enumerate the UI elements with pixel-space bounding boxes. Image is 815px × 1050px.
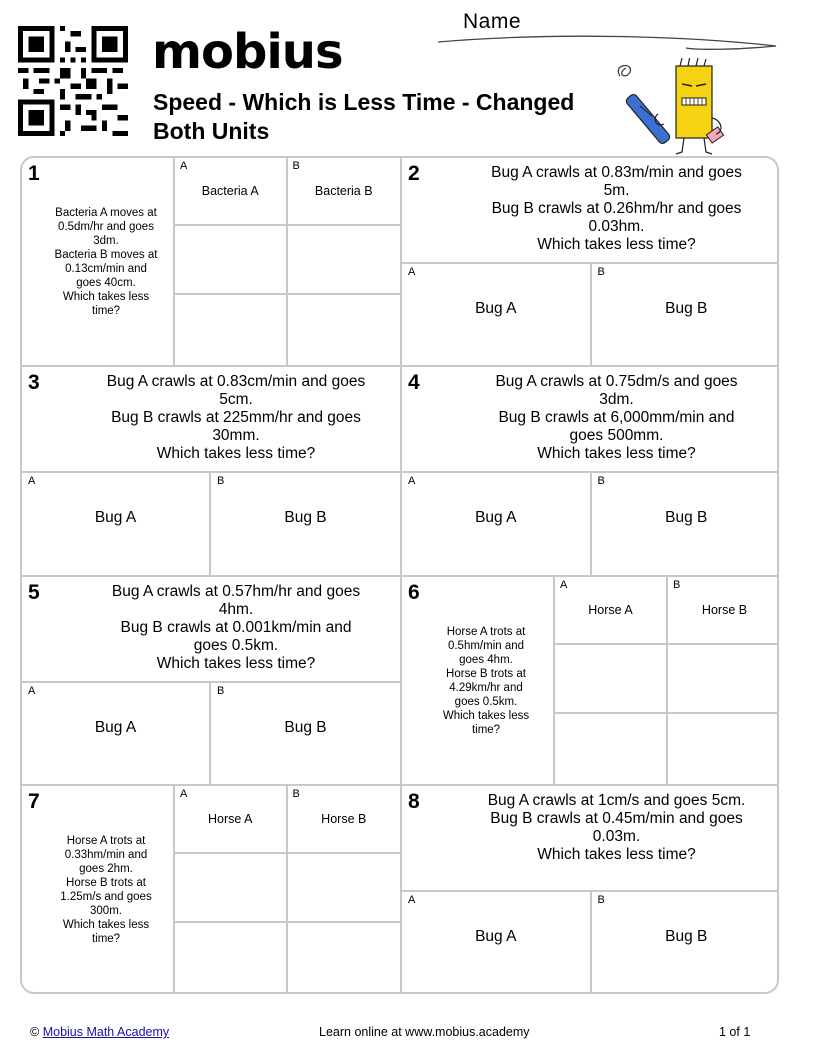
question-number: 7	[28, 790, 40, 813]
answer-option-b[interactable]	[592, 264, 780, 365]
option-tag: A	[408, 266, 416, 278]
option-tag: A	[180, 788, 188, 800]
work-box[interactable]	[555, 714, 666, 784]
option-label: Bug B	[284, 509, 327, 526]
worksheet-board	[20, 156, 779, 994]
question-text: Horse A trots at 0.5hm/min and goes 4hm. Horse B trots at 4.29km/hr and goes 0.5km. Which takes less time?	[442, 626, 530, 736]
option-label: Bug B	[665, 928, 708, 945]
option-tag: B	[597, 475, 605, 487]
option-label: Bug A	[94, 509, 137, 526]
option-tag: A	[560, 579, 568, 591]
answer-option-b[interactable]	[288, 158, 401, 226]
answer-grid	[173, 158, 400, 365]
option-label: Horse B	[321, 812, 367, 826]
option-label: Horse A	[208, 812, 253, 826]
work-box[interactable]	[555, 645, 666, 714]
work-box[interactable]	[668, 645, 779, 714]
worksheet-title: Speed - Which is Less Time - Changed Both Units	[153, 89, 575, 144]
option-tag: B	[217, 475, 225, 487]
option-label: Bacteria A	[201, 184, 259, 198]
question-1	[22, 158, 402, 367]
copyright-symbol: ©	[30, 1025, 40, 1039]
option-label: Bug A	[475, 509, 517, 526]
work-box[interactable]	[175, 226, 286, 295]
mascot-illustration	[612, 58, 742, 158]
option-tag: A	[408, 894, 416, 906]
answer-option-a[interactable]	[555, 577, 666, 645]
work-box[interactable]	[175, 854, 286, 923]
option-label: Horse A	[588, 603, 633, 617]
answer-option-a[interactable]	[22, 683, 211, 784]
option-tag: A	[28, 475, 36, 487]
answer-option-b[interactable]	[592, 892, 780, 994]
work-box[interactable]	[288, 226, 401, 295]
work-box[interactable]	[288, 295, 401, 365]
question-number: 3	[28, 371, 40, 394]
footer-copyright	[30, 1025, 169, 1039]
option-label: Horse B	[701, 603, 748, 617]
question-text: Bug A crawls at 0.83cm/min and goes 5cm. Bug B crawls at 225mm/hr and goes 30mm. Which takes less time?	[106, 373, 366, 462]
option-label: Bug B	[665, 300, 708, 317]
name-line	[436, 28, 781, 58]
answer-option-b[interactable]	[211, 683, 400, 784]
option-tag: B	[217, 685, 225, 697]
mobius-logo: mobius	[152, 24, 343, 80]
option-tag: B	[292, 160, 300, 172]
question-number: 5	[28, 581, 40, 604]
answer-option-a[interactable]	[402, 264, 592, 365]
question-number: 4	[408, 371, 420, 394]
option-tag: B	[292, 788, 300, 800]
option-tag: A	[28, 685, 36, 697]
question-8	[402, 786, 779, 994]
question-6	[402, 577, 779, 786]
option-tag: B	[597, 894, 605, 906]
work-box[interactable]	[288, 854, 401, 923]
answer-option-a[interactable]	[175, 786, 286, 854]
question-number: 2	[408, 162, 420, 185]
question-text: Bug A crawls at 0.57hm/hr and goes 4hm. Bug B crawls at 0.001km/min and goes 0.5km. Which takes less time?	[111, 583, 361, 672]
question-text: Bug A crawls at 1cm/s and goes 5cm. Bug B crawls at 0.45m/min and goes 0.03m. Which takes less time?	[487, 792, 746, 863]
question-7	[22, 786, 402, 994]
question-2	[402, 158, 779, 367]
answer-grid	[173, 786, 400, 994]
question-number: 1	[28, 162, 40, 185]
work-box[interactable]	[288, 923, 401, 994]
answer-option-a[interactable]	[402, 892, 592, 994]
option-tag: B	[597, 266, 605, 278]
option-label: Bug A	[94, 719, 137, 736]
question-text: Bacteria A moves at 0.5dm/hr and goes 3dm. Bacteria B moves at 0.13cm/min and goes 40cm. Which takes less time?	[54, 207, 158, 317]
answer-option-b[interactable]	[592, 473, 780, 575]
question-4	[402, 367, 779, 577]
answer-grid	[553, 577, 779, 784]
question-5	[22, 577, 402, 786]
qr-code	[18, 26, 128, 136]
answer-option-a[interactable]	[175, 158, 286, 226]
question-text: Bug A crawls at 0.75dm/s and goes 3dm. Bug B crawls at 6,000mm/min and goes 500mm. Which takes less time?	[495, 373, 738, 462]
question-text: Horse A trots at 0.33hm/min and goes 2hm. Horse B trots at 1.25m/s and goes 300m. Which takes less time?	[60, 835, 152, 945]
option-tag: A	[408, 475, 416, 487]
mobius-academy-link[interactable]: Mobius Math Academy	[42, 1025, 170, 1039]
work-box[interactable]	[175, 923, 286, 994]
question-3	[22, 367, 402, 577]
question-text: Bug A crawls at 0.83m/min and goes 5m. Bug B crawls at 0.26hm/hr and goes 0.03hm. Which takes less time?	[491, 164, 742, 253]
work-box[interactable]	[668, 714, 779, 784]
page-indicator: 1 of 1	[719, 1025, 751, 1039]
work-box[interactable]	[175, 295, 286, 365]
answer-option-b[interactable]	[668, 577, 779, 645]
option-label: Bug B	[284, 719, 327, 736]
answer-option-b[interactable]	[288, 786, 401, 854]
name-label: Name	[463, 10, 522, 33]
option-label: Bug B	[665, 509, 708, 526]
option-label: Bug A	[475, 928, 517, 945]
option-tag: A	[180, 160, 188, 172]
answer-option-a[interactable]	[22, 473, 211, 575]
footer-learn-online: Learn online at www.mobius.academy	[319, 1025, 530, 1039]
question-number: 8	[408, 790, 420, 813]
option-label: Bacteria B	[314, 184, 373, 198]
question-number: 6	[408, 581, 420, 604]
answer-option-b[interactable]	[211, 473, 400, 575]
option-label: Bug A	[475, 300, 517, 317]
answer-option-a[interactable]	[402, 473, 592, 575]
option-tag: B	[673, 579, 681, 591]
